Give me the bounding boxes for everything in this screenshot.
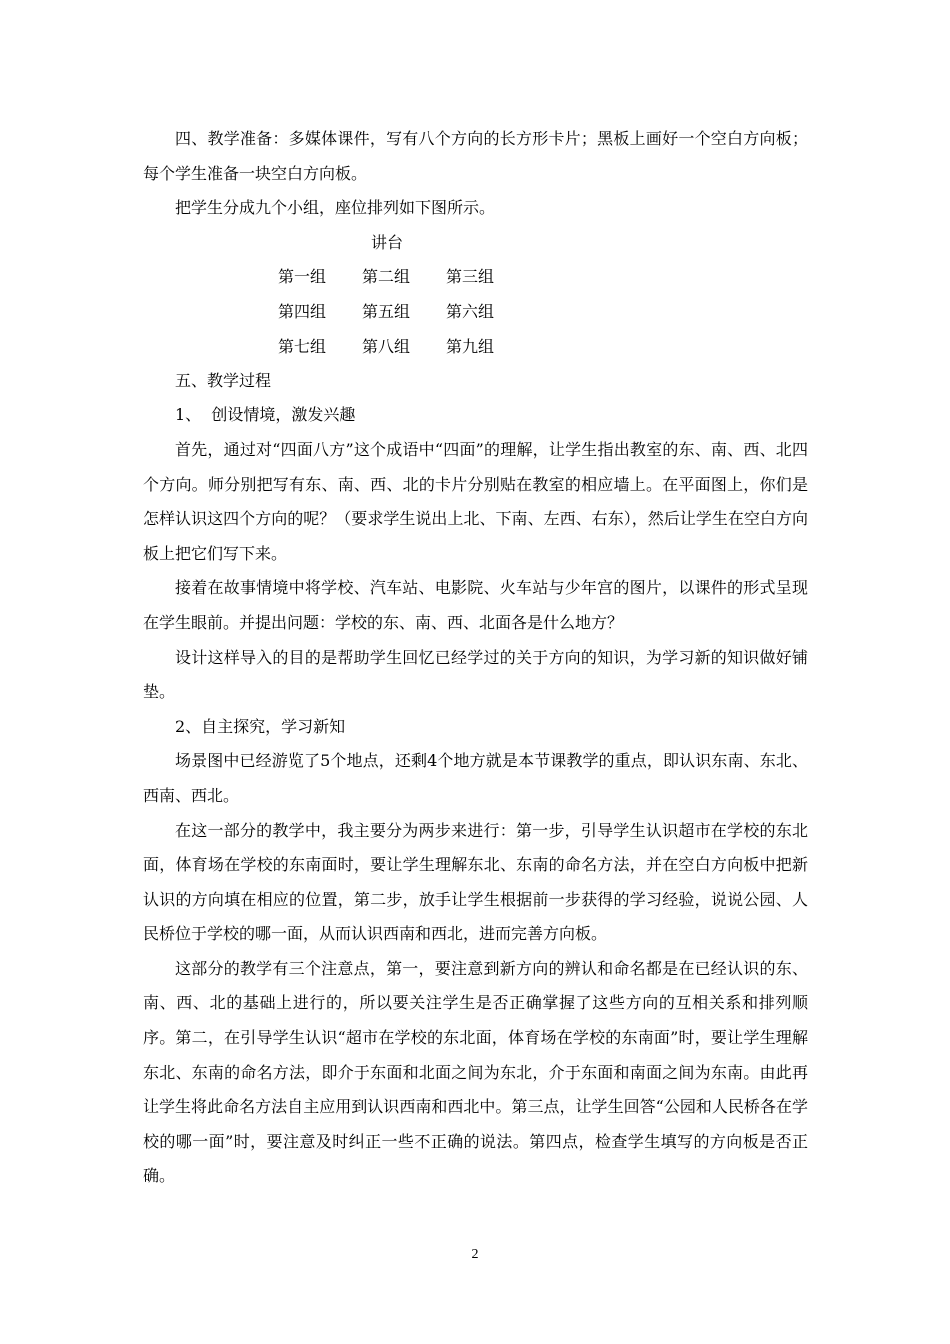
paragraph-step1-second: 接着在故事情境中将学校、汽车站、电影院、火车站与少年宫的图片，以课件的形式呈现在学生眼前。并提出问题：学校的东、南、西、北面各是什么地方？ bbox=[143, 578, 808, 632]
seating-chart bbox=[143, 226, 808, 364]
paragraph-step2-first: 场景图中已经游览了5个地点，还剩4个地方就是本节课教学的重点，即认识东南、东北、西南、西北。 bbox=[143, 751, 808, 805]
seating-podium-label: 讲台 bbox=[371, 232, 404, 252]
document-body bbox=[143, 122, 808, 1194]
subsection-heading-step-2: 2、自主探究，学习新知 bbox=[175, 716, 346, 736]
paragraph-step2-third: 这部分的教学有三个注意点，第一，要注意到新方向的辨认和命名都是在已经认识的东、南、西、北的基础上进行的，所以要关注学生是否正确掌握了这些方向的互相关系和排列顺序。第二，在引导学生认识“超市在学校的东北面，体育场在学校的东南面”时，要让学生理解东北、东南的命名方法，即介于东面和北面之间为东北，介于东面和南面之间为东南。由此再让学生将此命名方法自主应用到认识西南和西北中。第三点，让学生回答“公园和人民桥各在学校的哪一面”时，要注意及时纠正一些不正确的说法。第四点，检查学生填写的方向板是否正确。 bbox=[143, 958, 808, 1186]
paragraph-groups-intro: 把学生分成九个小组，座位排列如下图所示。 bbox=[175, 198, 496, 218]
paragraph-step1-first: 首先，通过对“四面八方”这个成语中“四面”的理解，让学生指出教室的东、南、西、北四个方向。师分别把写有东、南、西、北的卡片分别贴在教室的相应墙上。在平面图上，你们是怎样认识这四个方向的呢？（要求学生说出上北、下南、左西、右东），然后让学生在空白方向板上把它们写下来。 bbox=[143, 439, 808, 563]
seating-row-3 bbox=[278, 330, 530, 365]
seating-group: 第五组 bbox=[362, 301, 411, 321]
seating-group: 第二组 bbox=[362, 267, 411, 287]
section-heading-teaching-process: 五、教学过程 bbox=[175, 370, 272, 390]
seating-group: 第七组 bbox=[278, 336, 327, 356]
paragraph-teaching-preparation: 四、教学准备：多媒体课件，写有八个方向的长方形卡片；黑板上画好一个空白方向板；每个学生准备一块空白方向板。 bbox=[143, 129, 808, 183]
seating-row-2 bbox=[278, 295, 530, 330]
paragraph-step1-third: 设计这样导入的目的是帮助学生回忆已经学过的关于方向的知识，为学习新的知识做好铺垫。 bbox=[143, 647, 808, 702]
seating-group: 第九组 bbox=[446, 336, 495, 356]
seating-group: 第一组 bbox=[278, 267, 327, 287]
seating-group: 第四组 bbox=[278, 301, 327, 321]
seating-group: 第六组 bbox=[446, 301, 495, 321]
paragraph-step2-second: 在这一部分的教学中，我主要分为两步来进行：第一步，引导学生认识超市在学校的东北面，体育场在学校的东南面时，要让学生理解东北、东南的命名方法，并在空白方向板中把新认识的方向填在相应的位置，第二步，放手让学生根据前一步获得的学习经验，说说公园、人民桥位于学校的哪一面，从而认识西南和西北，进而完善方向板。 bbox=[143, 820, 808, 944]
page-number: 2 bbox=[471, 1247, 479, 1262]
seating-group: 第三组 bbox=[446, 267, 495, 287]
seating-row-1 bbox=[278, 260, 530, 295]
subsection-heading-step-1: 1、 创设情境，激发兴趣 bbox=[175, 405, 356, 425]
seating-group: 第八组 bbox=[362, 336, 411, 356]
